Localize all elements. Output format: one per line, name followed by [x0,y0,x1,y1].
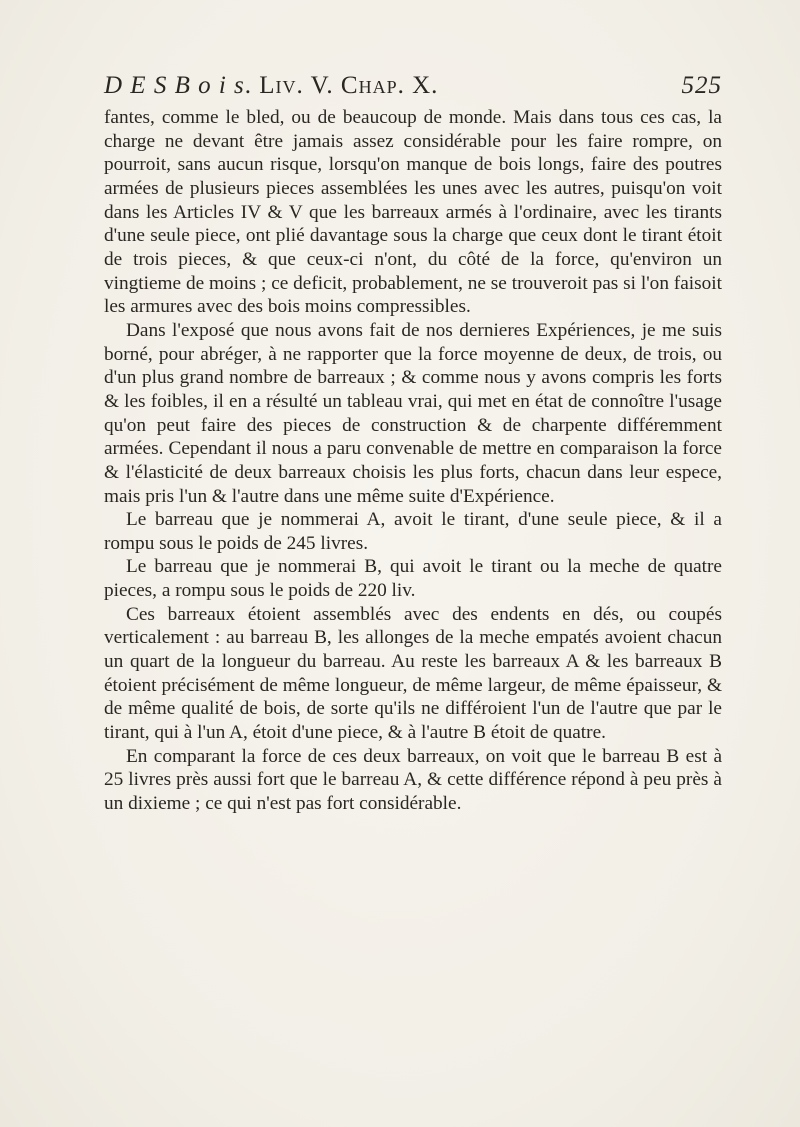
running-title [104,72,438,100]
paragraph-2: Dans l'exposé que nous avons fait de nos dernieres Expériences, je me suis borné, pour abréger, à ne rapporter que la force moyenne de deux, de trois, ou d'un plus grand nombre de barreaux ; & comme nous y avons compris les forts & les foibles, il en a résulté un tableau vrai, qui met en état de connoître l'usage qu'on peut faire des pieces de construction & de charpente différemment armées. Cependant il nous a paru convenable de mettre en comparaison la force & l'élasticité de deux barreaux choisis les plus forts, chacun dans leur espece, mais pris l'un & l'autre dans une même suite d'Expérience. [104,319,722,507]
running-header [104,72,722,104]
paragraph-1: fantes, comme le bled, ou de beaucoup de monde. Mais dans tous ces cas, la charge ne devant être jamais assez considérable pour les faire rompre, on pourroit, sans aucun risque, lorsqu'on manque de bois longs, faire des poutres armées de plusieurs pieces assemblées les unes avec les autres, puisqu'on voit dans les Articles IV & V que les barreaux armés à l'ordinaire, avec les tirants d'une seule piece, ont plié davantage sous la charge que ceux dont le tirant étoit de trois pieces, & que ceux-ci n'ont, du côté de la force, qu'environ un vingtieme de moins ; ce deficit, probablement, ne se trouveroit pas si l'on faisoit les armures avec des bois moins compressibles. [104,107,722,318]
running-title-des: D E S [104,72,175,99]
paragraph-6: En comparant la force de ces deux barreaux, on voit que le barreau B est à 25 livres près aussi fort que le barreau A, & cette différence répond à peu près à un dixieme ; ce qui n'est pas fort considérable. [104,745,722,815]
paragraph-4: Le barreau que je nommerai B, qui avoit le tirant ou la meche de quatre pieces, a rompu sous le poids de 220 liv. [104,556,722,602]
paragraph-5: Ces barreaux étoient assemblés avec des endents en dés, ou coupés verticalement : au barreau B, les allonges de la meche empatés avoient chacun un quart de la longueur du barreau. Au reste les barreaux A & les barreaux B étoient précisément de même longueur, de même largeur, de même épaisseur, & de même qualité de bois, de sorte qu'ils ne différoient l'un de l'autre que par le tirant, qui à l'un A, étoit d'une piece, & à l'autre B étoit de quatre. [104,603,722,744]
page-number: 525 [681,72,722,99]
running-title-bois: B o i s [174,72,245,99]
running-title-chapter: . Liv. V. Chap. X. [244,72,439,99]
body-text [104,106,722,816]
paragraph-3: Le barreau que je nommerai A, avoit le tirant, d'une seule piece, & il a rompu sous le poids de 245 livres. [104,509,722,554]
